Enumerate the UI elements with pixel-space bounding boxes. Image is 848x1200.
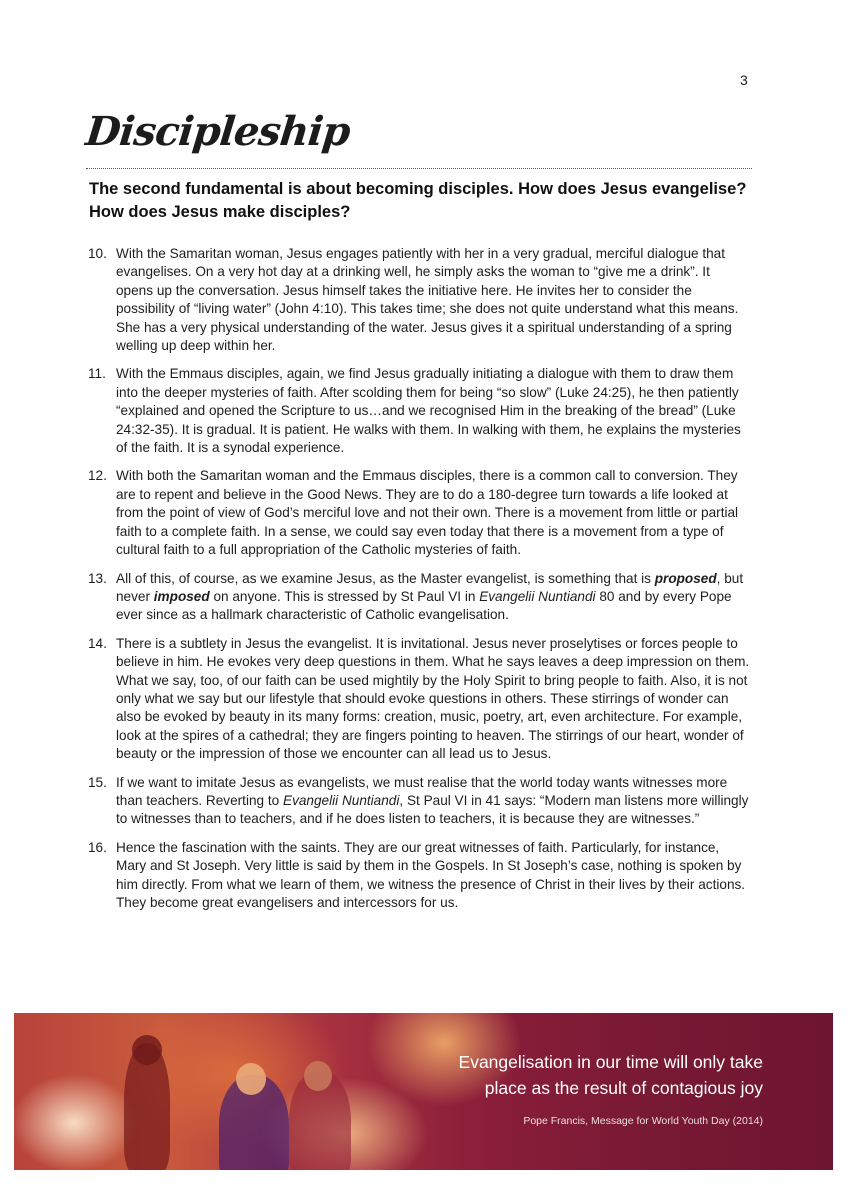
text-run: If we want to imitate Jesus as evangelists, we must realise that the world today wants witnesses more than teachers. Reverting to (116, 774, 728, 808)
item-text (116, 570, 750, 625)
text-run: 80 and by every Pope ever since as a hallmark characteristic of Catholic evangelisation. (116, 588, 732, 623)
text-run: Evangelii Nuntiandi (479, 588, 596, 604)
text-run: All of this, of course, as we examine Jesus, as the Master evangelist, is something that is (116, 570, 655, 586)
quote-banner (14, 1013, 833, 1170)
list-item (88, 839, 750, 913)
banner-quote-line: Evangelisation in our time will only take (458, 1052, 763, 1072)
text-run: , St Paul VI in 41 says: “Modern man listens more willingly to witnesses than to teachers, and if he does listen to teachers, it is because they are witnesses.” (116, 792, 749, 827)
page-number: 3 (740, 72, 748, 88)
lead-paragraph: The second fundamental is about becoming disciples. How does Jesus evangelise? How does Jesus make disciples? (89, 180, 747, 221)
item-number: 12. (88, 468, 107, 484)
section-title: Discipleship (83, 108, 352, 155)
text-run: Evangelii Nuntiandi (283, 792, 400, 808)
banner-attribution: Pope Francis, Message for World Youth Day (2014) (523, 1115, 763, 1127)
item-text (116, 635, 750, 764)
item-text (116, 467, 750, 559)
list-item (88, 570, 750, 625)
painted-figure-head (304, 1061, 332, 1091)
item-number: 15. (88, 774, 107, 790)
text-run: With the Emmaus disciples, again, we find Jesus gradually initiating a dialogue with them to draw them into the deeper mysteries of faith. After scolding them for being “so slow” (Luke 24:25), he then patiently “explained and opened the Scripture to us…and we recognised Him in the breaking of the bread” (Luke 24:32-35). It is gradual. It is patient. He walks with them. In walking with them, he explains the mysteries of the faith. It is a synodal experience. (116, 366, 741, 456)
item-number: 10. (88, 246, 107, 261)
banner-quote-line: place as the result of contagious joy (484, 1078, 763, 1098)
list-item (88, 635, 750, 764)
item-text (116, 365, 750, 457)
text-run: proposed (654, 570, 717, 586)
item-text (116, 245, 750, 355)
list-item (88, 774, 750, 829)
painted-figure-head (132, 1035, 162, 1065)
banner-quote (383, 1049, 763, 1101)
text-run: imposed (153, 588, 210, 604)
item-number: 16. (88, 839, 107, 855)
item-text (116, 774, 750, 829)
text-run: on anyone. This is stressed by St Paul VI in (209, 588, 480, 604)
text-run: , but never (116, 570, 744, 604)
text-run: There is a subtlety in Jesus the evangelist. It is invitational. Jesus never proselytises or forces people to believe in him. He evokes very deep questions in them. What he says leaves a deep impression on them. What we say, too, of our faith can be used mightily by the Holy Spirit to bring people to faith. Also, it is not only what we say but our lifestyle that should evoke questions in others. These stirrings of wonder can also be evoked by beauty in its many forms: creation, music, poetry, art, even architecture. For example, look at the spires of a cathedral; they are fingers pointing to heaven. The stirrings of our heart, wonder of beauty or the impression of those we encounter can all lead us to Jesus. (116, 635, 750, 762)
list-item (88, 467, 750, 559)
list-item (88, 365, 750, 457)
item-number: 14. (88, 635, 107, 651)
dotted-divider (86, 168, 752, 169)
text-run: Hence the fascination with the saints. They are our great witnesses of faith. Particularly, for instance, Mary and St Joseph. Very little is said by them in the Gospels. In St Joseph’s case, nothing is spoken by him directly. From what we learn of them, we witness the presence of Christ in their lives by their actions. They become great evangelisers and intercessors for us. (116, 839, 746, 910)
text-run: With the Samaritan woman, Jesus engages patiently with her in a very gradual, merciful dialogue that evangelises. On a very hot day at a drinking well, he simply asks the woman to “give me a drink”. It opens up the conversation. Jesus himself takes the initiative here. He invites her to consider the possibility of “living water” (John 4:10). This takes time; she does not quite understand what this means. She has a very physical understanding of the water. Jesus gives it a spiritual understanding of a spring welling up deep within her. (116, 246, 739, 354)
painted-figure-head (236, 1063, 266, 1095)
numbered-list (88, 245, 750, 922)
item-text (116, 839, 750, 913)
text-run: With both the Samaritan woman and the Emmaus disciples, there is a common call to conversion. They are to repent and believe in the Good News. They are to do a 180-degree turn towards a life looked at from the point of view of God’s merciful love and not their own. There is a movement from little or partial faith to a complete faith. In a sense, we could say even today that there is a movement from a type of cultural faith to a full appropriation of the Catholic mysteries of faith. (116, 468, 739, 558)
item-number: 11. (88, 366, 106, 382)
item-number: 13. (88, 570, 107, 586)
list-item (88, 245, 750, 355)
